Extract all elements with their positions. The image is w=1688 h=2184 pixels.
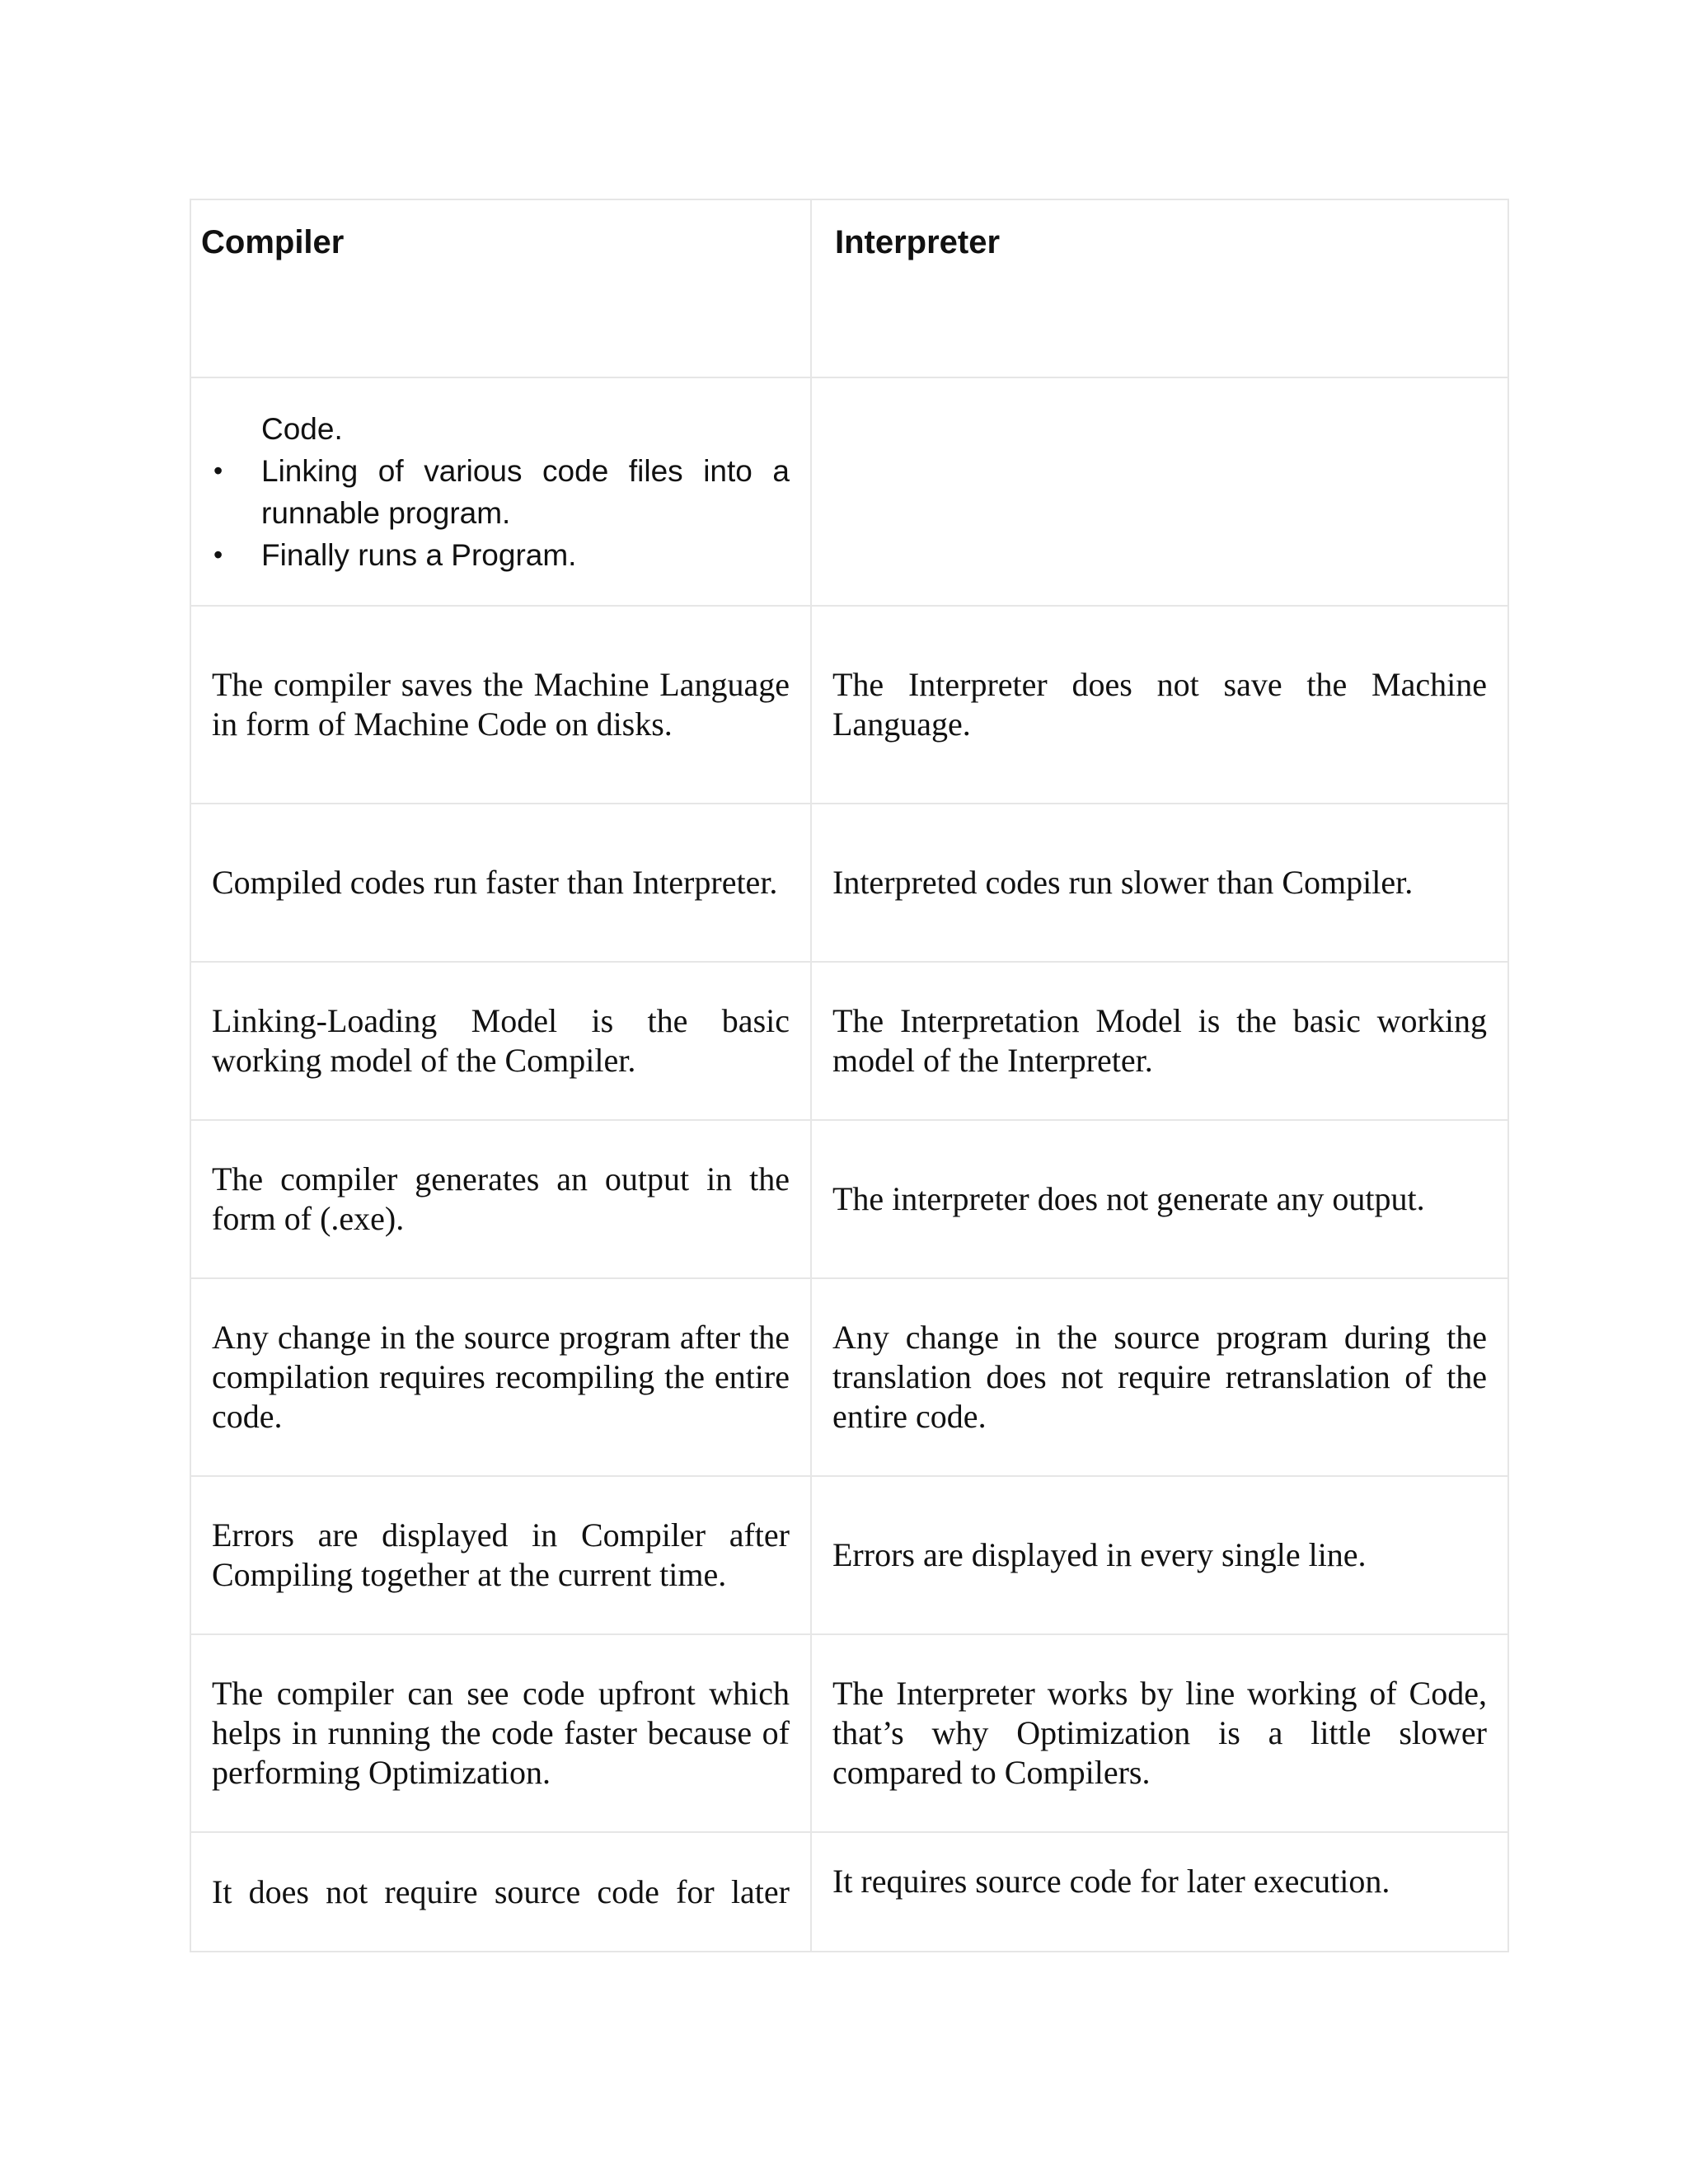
compiler-cell xyxy=(191,1635,812,1831)
cell-text: It does not require source code for later xyxy=(212,1872,790,1910)
cell-text: Interpreted codes run slower than Compiler. xyxy=(832,864,1414,901)
table-row xyxy=(191,1121,1507,1279)
cell-text: Any change in the source program after the compilation requires recompiling the entire code. xyxy=(212,1319,790,1435)
list-item-text: Finally runs a Program. xyxy=(261,537,577,572)
interpreter-cell xyxy=(812,963,1507,1119)
cell-text: The Interpreter does not save the Machine Language. xyxy=(832,666,1487,743)
table-row xyxy=(191,1635,1507,1833)
list-item xyxy=(213,534,790,576)
step-list xyxy=(213,450,790,576)
table-header-row xyxy=(191,200,1507,378)
cell-text: The Interpretation Model is the basic working model of the Interpreter. xyxy=(832,1002,1487,1079)
cell-text: Linking-Loading Model is the basic working model of the Compiler. xyxy=(212,1002,790,1079)
bullet-icon: • xyxy=(213,455,223,485)
compiler-cell xyxy=(191,1477,812,1633)
cell-text: Errors are displayed in Compiler after Compiling together at the current time. xyxy=(212,1516,790,1593)
interpreter-cell xyxy=(812,1833,1507,1951)
cell-text: The interpreter does not generate any output. xyxy=(832,1180,1425,1217)
list-item xyxy=(213,450,790,534)
interpreter-cell xyxy=(812,1121,1507,1277)
empty-cell xyxy=(812,378,1507,605)
cell-text: Any change in the source program during the translation does not require retranslation of the entire code. xyxy=(832,1319,1487,1435)
compiler-cell xyxy=(191,1833,812,1951)
header-cell-interpreter xyxy=(812,200,1507,377)
interpreter-cell xyxy=(812,1279,1507,1475)
table-row xyxy=(191,378,1507,607)
compiler-cell xyxy=(191,963,812,1119)
header-interpreter: Interpreter xyxy=(835,224,1001,260)
header-compiler: Compiler xyxy=(201,224,345,260)
cell-text: The Interpreter works by line working of Code, that’s why Optimization is a little slower compared to Compilers. xyxy=(832,1675,1487,1791)
cell-text: The compiler generates an output in the form of (.exe). xyxy=(212,1160,790,1237)
compiler-cell xyxy=(191,607,812,803)
table-row xyxy=(191,963,1507,1121)
header-cell-compiler xyxy=(191,200,812,377)
compiler-cell xyxy=(191,1121,812,1277)
comparison-table xyxy=(190,199,1509,1952)
list-cell xyxy=(191,378,812,605)
compiler-cell xyxy=(191,1279,812,1475)
table-row xyxy=(191,607,1507,804)
table-row xyxy=(191,804,1507,963)
list-continuation: Code. xyxy=(261,411,343,446)
cell-text: Compiled codes run faster than Interpreter. xyxy=(212,864,778,901)
interpreter-cell xyxy=(812,607,1507,803)
cell-text: The compiler can see code upfront which helps in running the code faster because of performing Optimization. xyxy=(212,1675,790,1791)
cell-text: The compiler saves the Machine Language in form of Machine Code on disks. xyxy=(212,666,790,743)
interpreter-cell xyxy=(812,1477,1507,1633)
compiler-cell xyxy=(191,804,812,961)
cell-text: It requires source code for later execution. xyxy=(832,1863,1390,1900)
table-row xyxy=(191,1477,1507,1635)
list-item-text: Linking of various code files into a runnable program. xyxy=(261,453,790,530)
cell-text: Errors are displayed in every single line. xyxy=(832,1536,1367,1573)
bullet-icon: • xyxy=(213,539,223,569)
table-row xyxy=(191,1833,1507,1951)
interpreter-cell xyxy=(812,804,1507,961)
interpreter-cell xyxy=(812,1635,1507,1831)
table-row xyxy=(191,1279,1507,1477)
